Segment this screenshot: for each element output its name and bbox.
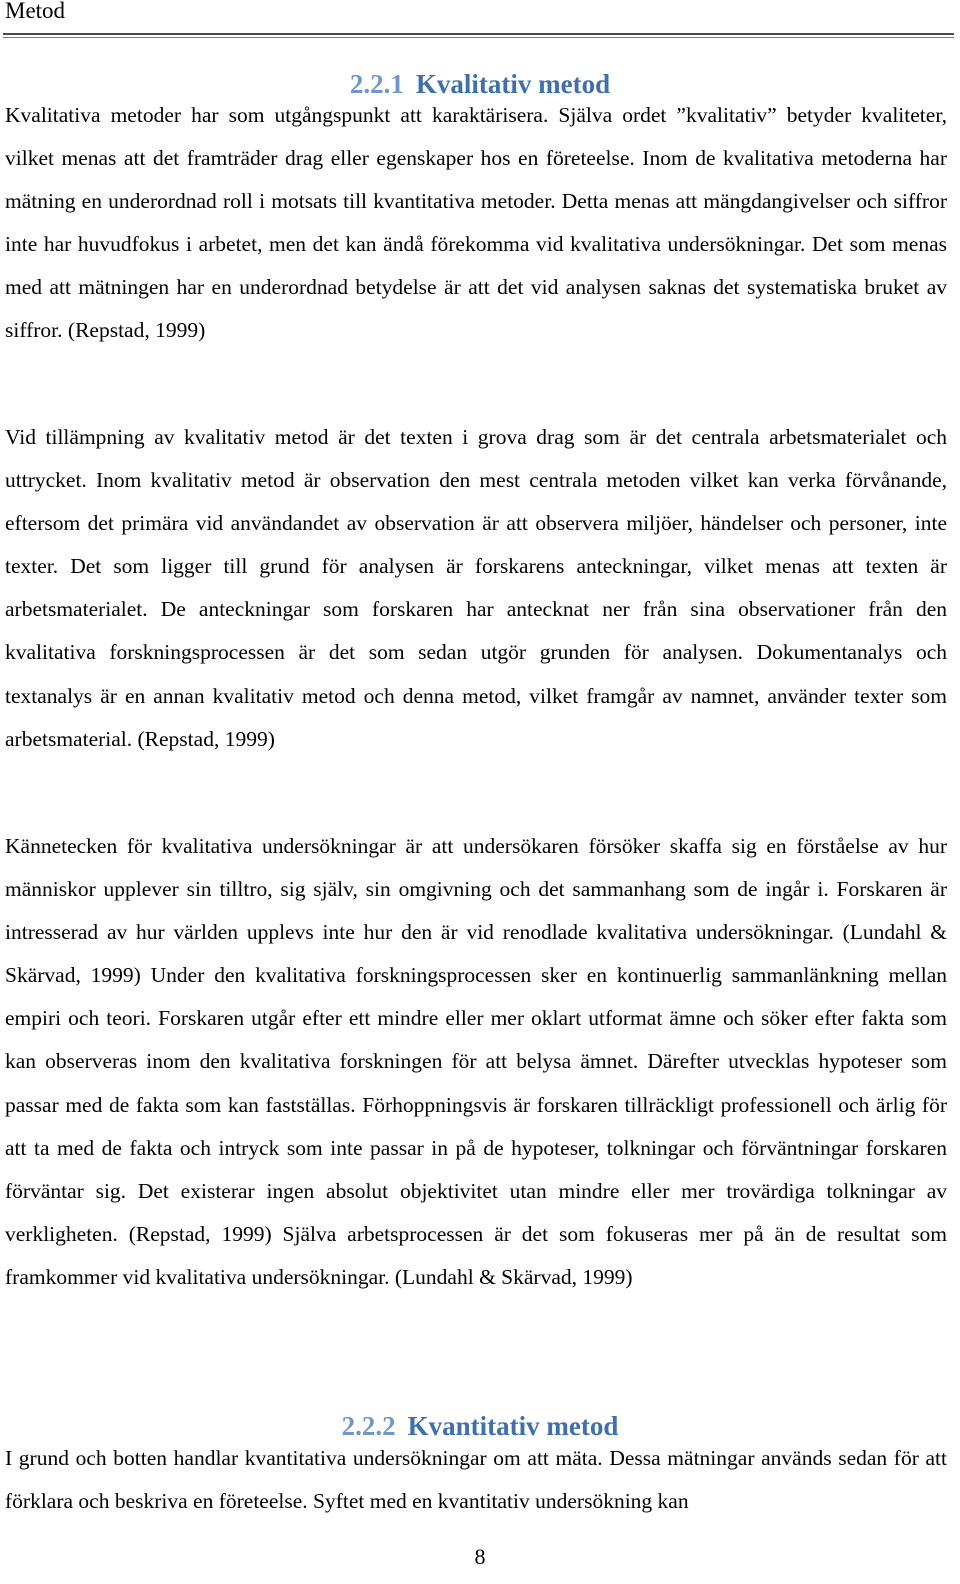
running-header: Metod — [5, 0, 66, 23]
section-number: 2.2.2 — [341, 1411, 396, 1441]
paragraph-kvalitativ-kannetecken: Kännetecken för kvalitativa undersökningar är att undersökaren försöker skaffa sig en förståelse av hur människor upplever sin tilltro, sig själv, sin omgivning och det sammanhang som de ingår i. Forskaren är intresserad av hur världen upplevs inte hur den är vid renodlade kvalitativa undersökningar. (Lundahl & Skärvad, 1999) Under den kvalitativa forskningsprocessen sker en kontinuerlig sammanlänkning mellan empiri och teori. Forskaren utgår efter ett mindre eller mer oklart utformat ämne och söker efter fakta som kan observeras inom den kvalitativa forskningen för att belysa ämnet. Därefter utvecklas hypoteser som passar med de fakta som kan fastställas. Förhoppningsvis är forskaren tillräckligt professionell och ärlig för att ta med de fakta och intryck som inte passar in på de hypoteser, tolkningar och förväntningar forskaren förväntar sig. Det existerar ingen absolut objektivitet utan mindre eller mer trovärdiga tolkningar av verkligheten. (Repstad, 1999) Själva arbetsprocessen är det som fokuseras mer på än de resultat som framkommer vid kvalitativa undersökningar. (Lundahl & Skärvad, 1999) — [5, 834, 947, 1289]
section-title: Kvantitativ metod — [407, 1411, 619, 1441]
section-title: Kvalitativ metod — [415, 69, 611, 99]
paragraph-kvalitativ-observation: Vid tillämpning av kvalitativ metod är det texten i grova drag som är det centrala arbetsmaterialet och uttrycket. Inom kvalitativ metod är observation den mest centrala metoden vilket kan verka förvånande, eftersom det primära vid användandet av observation är att observera miljöer, händelser och personer, inte texter. Det som ligger till grund för analysen är forskarens anteckningar, vilket menas att texten är arbetsmaterialet. De anteckningar som forskaren har antecknat ner från sina observationer från den kvalitativa forskningsprocessen är det som sedan utgör grunden för analysen. Dokumentanalys och textanalys är en annan kvalitativ metod och denna metod, vilket framgår av namnet, använder texter som arbetsmaterial. (Repstad, 1999) — [5, 425, 947, 751]
page-number: 8 — [474, 1544, 486, 1569]
section-number: 2.2.1 — [349, 69, 404, 99]
paragraph-kvantitativ-intro: I grund och botten handlar kvantitativa undersökningar om att mäta. Dessa mätningar används sedan för att förklara och beskriva en företeelse. Syftet med en kvantitativ undersökning kan — [5, 1446, 947, 1514]
header-rule — [3, 33, 954, 38]
paragraph-kvalitativ-intro: Kvalitativa metoder har som utgångspunkt att karaktärisera. Själva ordet ”kvalitativ” betyder kvaliteter, vilket menas att det framträder drag eller egenskaper hos en företeelse. Inom de kvalitativa metoderna har mätning en underordnad roll i motsats till kvantitativa metoder. Detta menas att mängdangivelser och siffror inte har huvudfokus i arbetet, men det kan ändå förekomma vid kvalitativa undersökningar. Det som menas med att mätningen har en underordnad betydelse är att det vid analysen saknas det systematiska bruket av siffror. (Repstad, 1999) — [5, 103, 947, 343]
